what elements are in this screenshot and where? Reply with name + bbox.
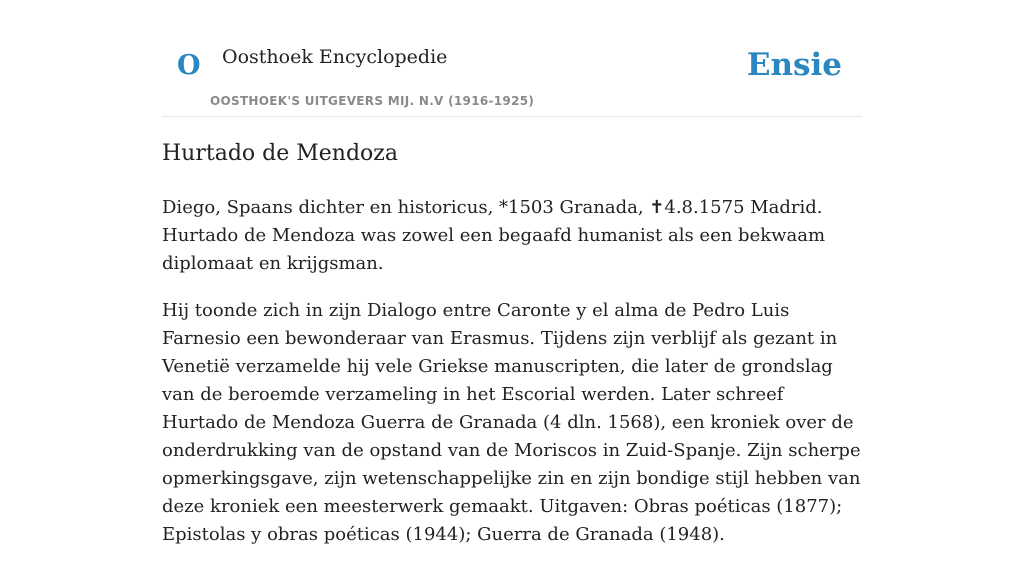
article-title: Hurtado de Mendoza <box>162 141 398 166</box>
ensie-logo-link[interactable]: Ensie <box>746 47 842 83</box>
article-content <box>162 136 864 568</box>
source-logo[interactable]: O <box>177 50 201 81</box>
article-paragraph-1: Diego, Spaans dichter en historicus, *1503 Granada, ✝4.8.1575 Madrid. Hurtado de Mendoza was zowel een begaafd humanist als een bekwaam diplomaat en krijgsman. <box>162 197 826 274</box>
site-header <box>162 0 862 117</box>
article-paragraph-2: Hij toonde zich in zijn Dialogo entre Caronte y el alma de Pedro Luis Farnesio een bewonderaar van Erasmus. Tijdens zijn verblijf als gezant in Venetië verzamelde hij vele Griekse manuscripten, die later de grondslag van de beroemde verzameling in het Escorial werden. Later schreef Hurtado de Mendoza Guerra de Granada (4 dln. 1568), een kroniek over de onderdrukking van de opstand van de Moriscos in Zuid-Spanje. Zijn scherpe opmerkingsgave, zijn wetenschappelijke zin en zijn bondige stijl hebben van deze kroniek een meesterwerk gemaakt. Uitgaven: Obras poéticas (1877); Epistolas y obras poéticas (1944); Guerra de Granada (1948). <box>162 300 861 545</box>
source-subtitle: OOSTHOEK'S UITGEVERS MIJ. N.V (1916-1925) <box>210 94 535 108</box>
source-title-link[interactable]: Oosthoek Encyclopedie <box>222 46 448 68</box>
